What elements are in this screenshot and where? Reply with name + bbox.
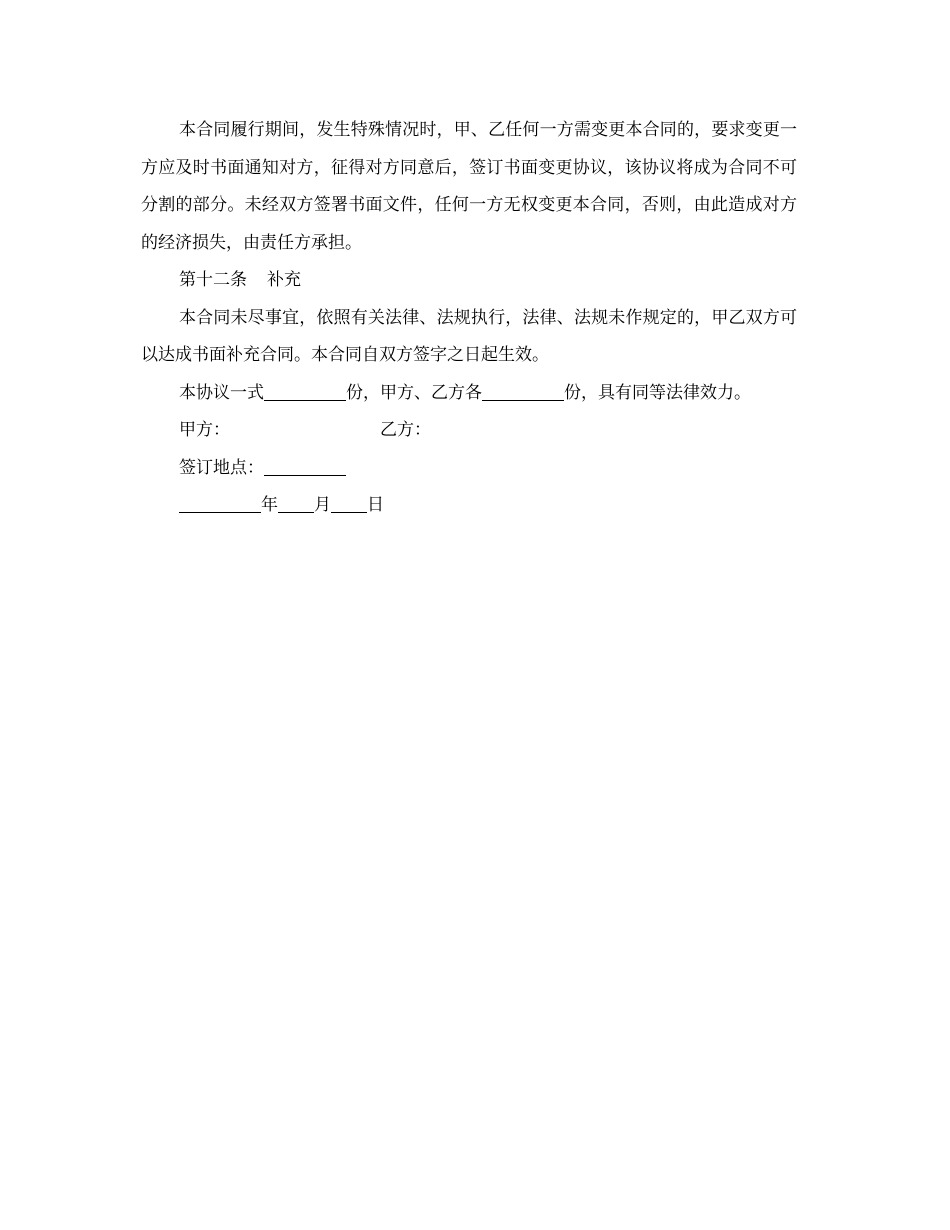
signing-place-blank[interactable] (264, 458, 346, 476)
document-body (141, 112, 797, 525)
party-a-label: 甲方： (179, 420, 230, 440)
party-b-label: 乙方： (380, 420, 431, 440)
date-line (141, 487, 797, 525)
amendment-paragraph: 本合同履行期间，发生特殊情况时，甲、乙任何一方需变更本合同的，要求变更一方应及时书面通知对方，征得对方同意后，签订书面变更协议，该协议将成为合同不可分割的部分。未经双方签署书面文件，任何一方无权变更本合同，否则，由此造成对方的经济损失，由责任方承担。 (141, 120, 797, 253)
copies-middle: 份，甲方、乙方各 (346, 382, 482, 403)
copies-total-blank[interactable] (264, 383, 346, 401)
article-title: 补充 (267, 270, 301, 290)
article-heading (141, 262, 797, 300)
signing-place-line (141, 450, 797, 488)
copies-prefix: 本协议一式 (179, 382, 264, 403)
copies-each-blank[interactable] (482, 383, 564, 401)
copies-line (141, 375, 797, 413)
copies-suffix: 份，具有同等法律效力。 (564, 382, 751, 403)
month-blank[interactable] (278, 495, 314, 513)
year-label: 年 (261, 495, 278, 515)
supplement-paragraph: 本合同未尽事宜，依照有关法律、法规执行，法律、法规未作规定的，甲乙双方可以达成书面补充合同。本合同自双方签字之日起生效。 (141, 307, 797, 365)
month-label: 月 (314, 495, 331, 515)
signing-place-label: 签订地点： (179, 457, 264, 478)
signature-line (141, 412, 797, 450)
day-label: 日 (367, 495, 384, 515)
day-blank[interactable] (331, 495, 367, 513)
article-number: 第十二条 (179, 270, 247, 290)
year-blank[interactable] (179, 495, 261, 513)
